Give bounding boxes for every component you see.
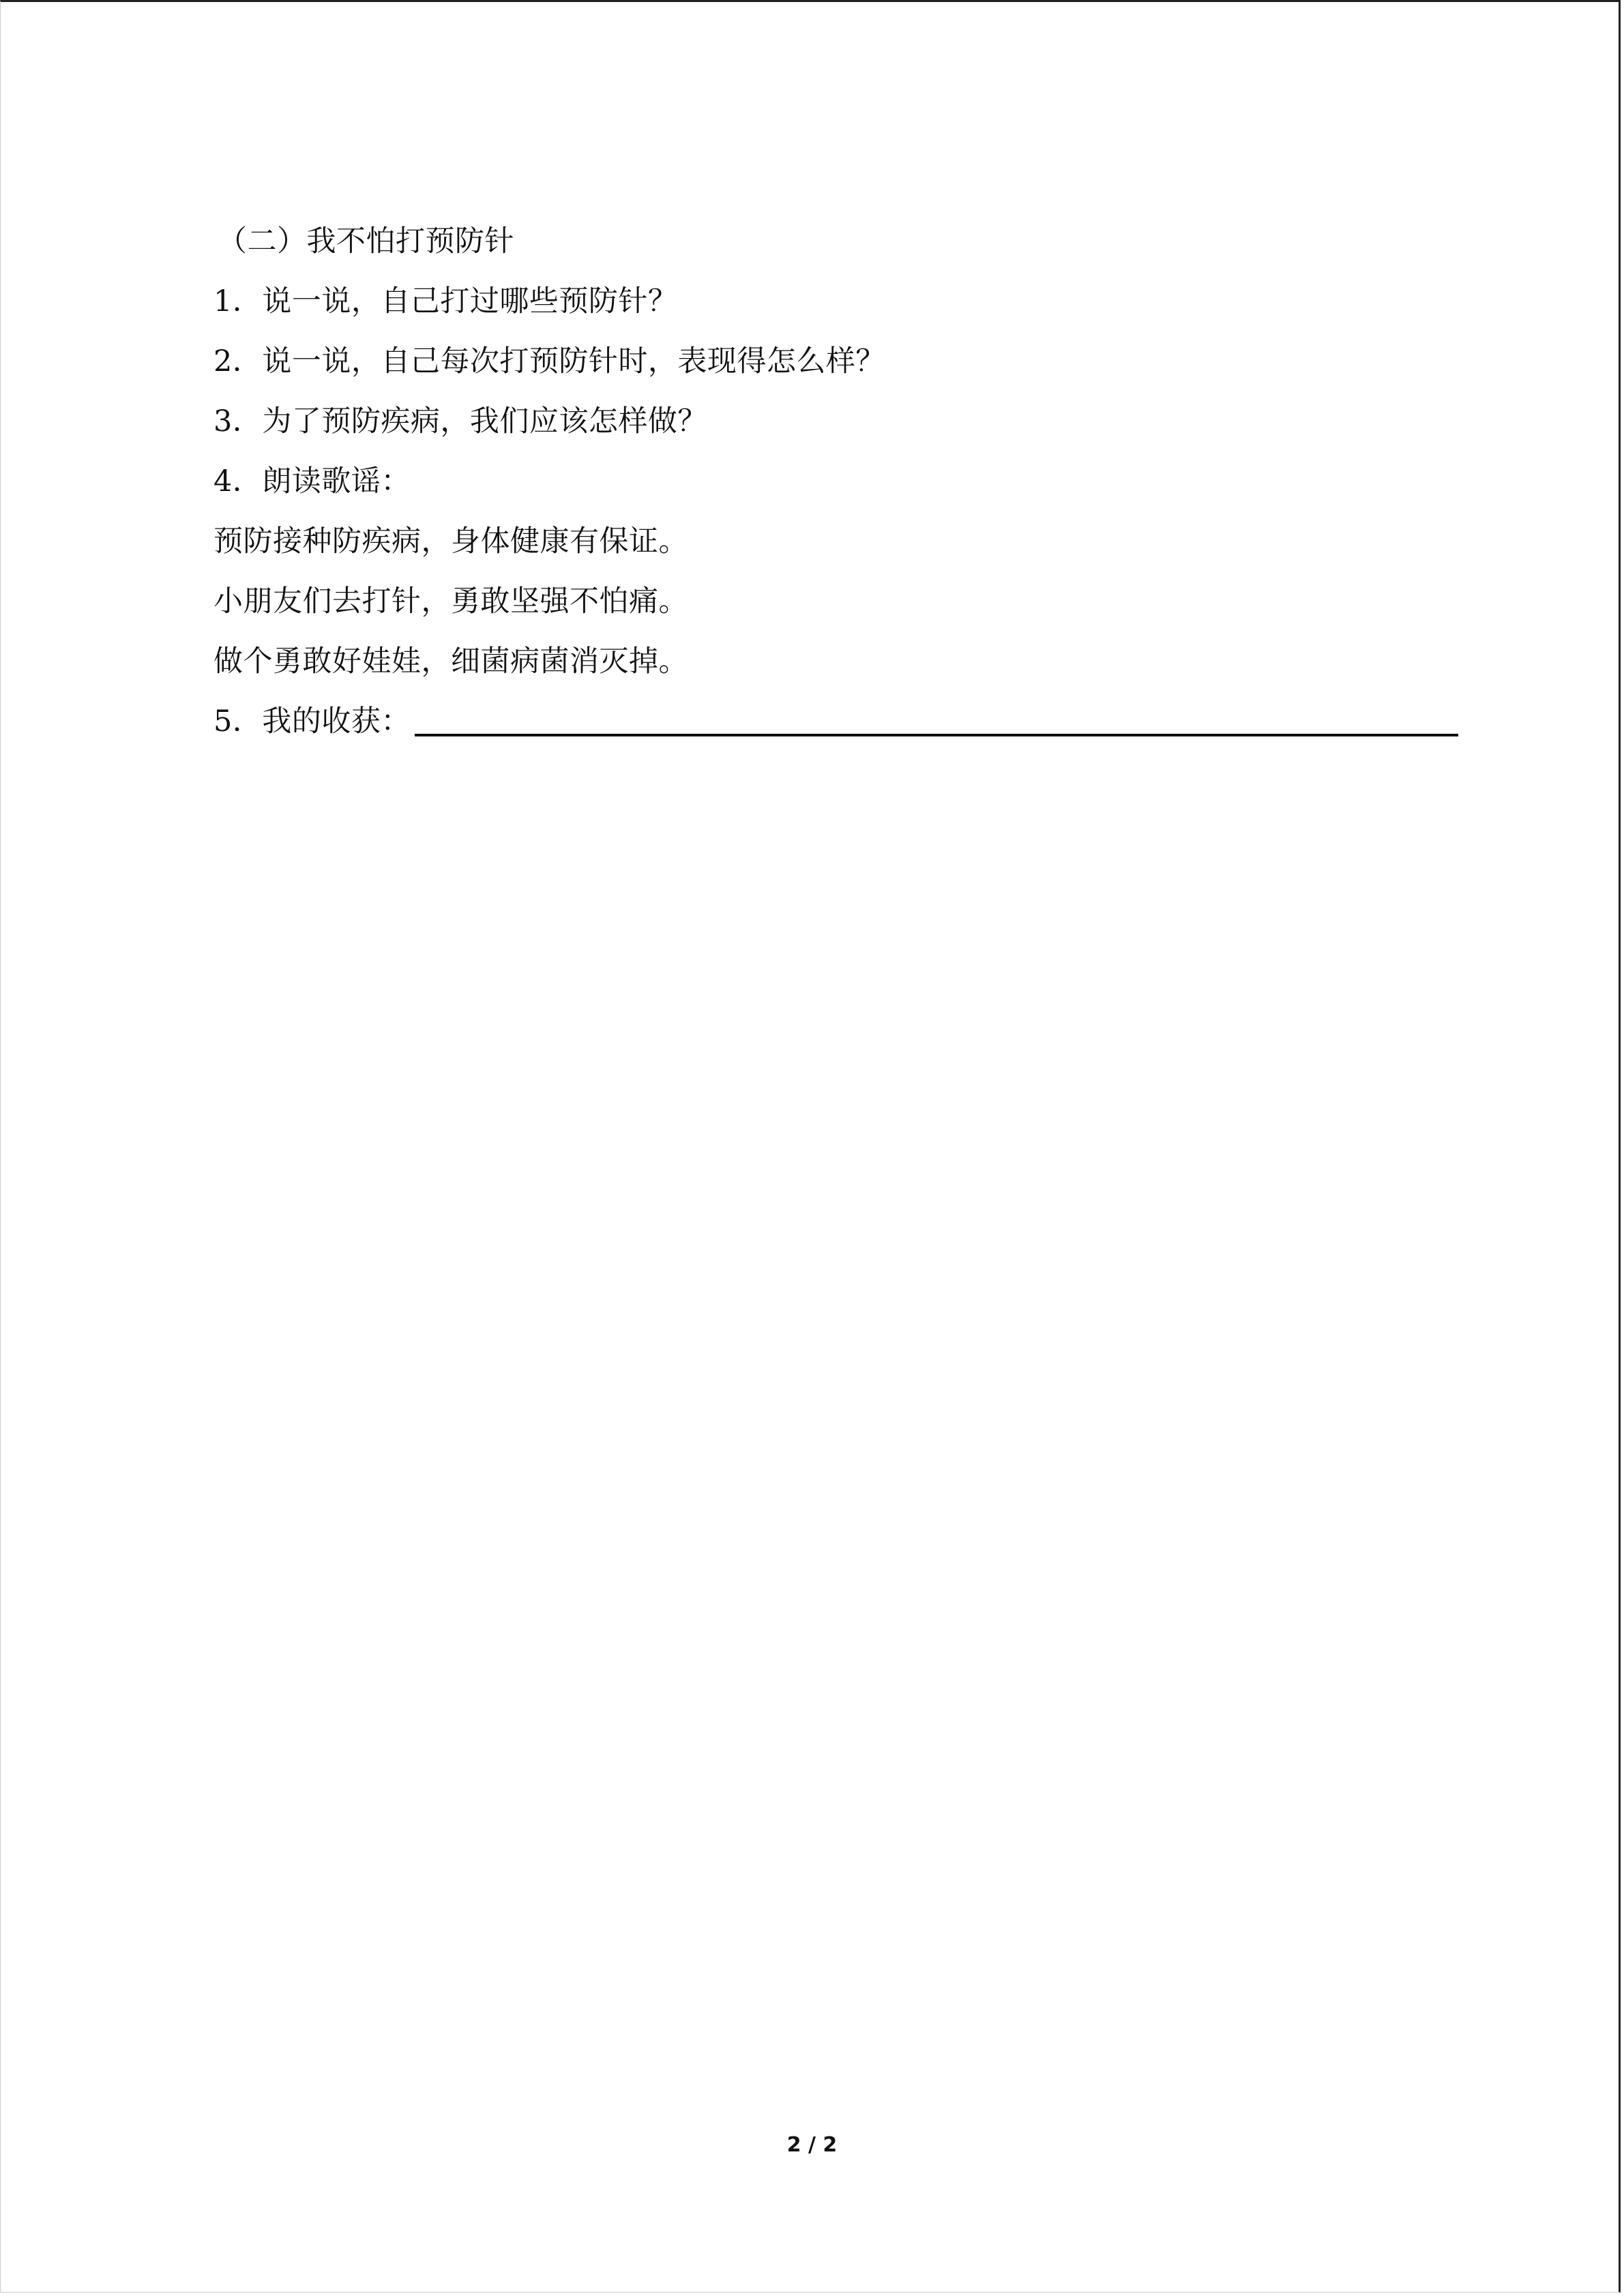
- harvest-label: 5．我的收获：: [213, 704, 411, 739]
- section-heading: （二）我不怕打预防针: [218, 224, 514, 258]
- ballad-line-2: 小朋友们去打针，勇敢坚强不怕痛。: [213, 584, 688, 618]
- ballad-line-1: 预防接种防疾病，身体健康有保证。: [213, 524, 688, 558]
- question-4: 4．朗读歌谣：: [213, 464, 411, 498]
- page-number: 2 / 2: [786, 2133, 838, 2157]
- question-1: 1．说一说，自己打过哪些预防针？: [213, 284, 678, 318]
- document-body: [213, 211, 1482, 751]
- question-3: 3．为了预防疾病，我们应该怎样做？: [213, 404, 707, 438]
- ballad-line-3: 做个勇敢好娃娃，细菌病菌消灭掉。: [213, 644, 688, 679]
- harvest-answer-blank[interactable]: [415, 713, 1458, 736]
- harvest-row: [213, 691, 1482, 751]
- question-2: 2．说一说，自己每次打预防针时，表现得怎么样？: [213, 344, 885, 378]
